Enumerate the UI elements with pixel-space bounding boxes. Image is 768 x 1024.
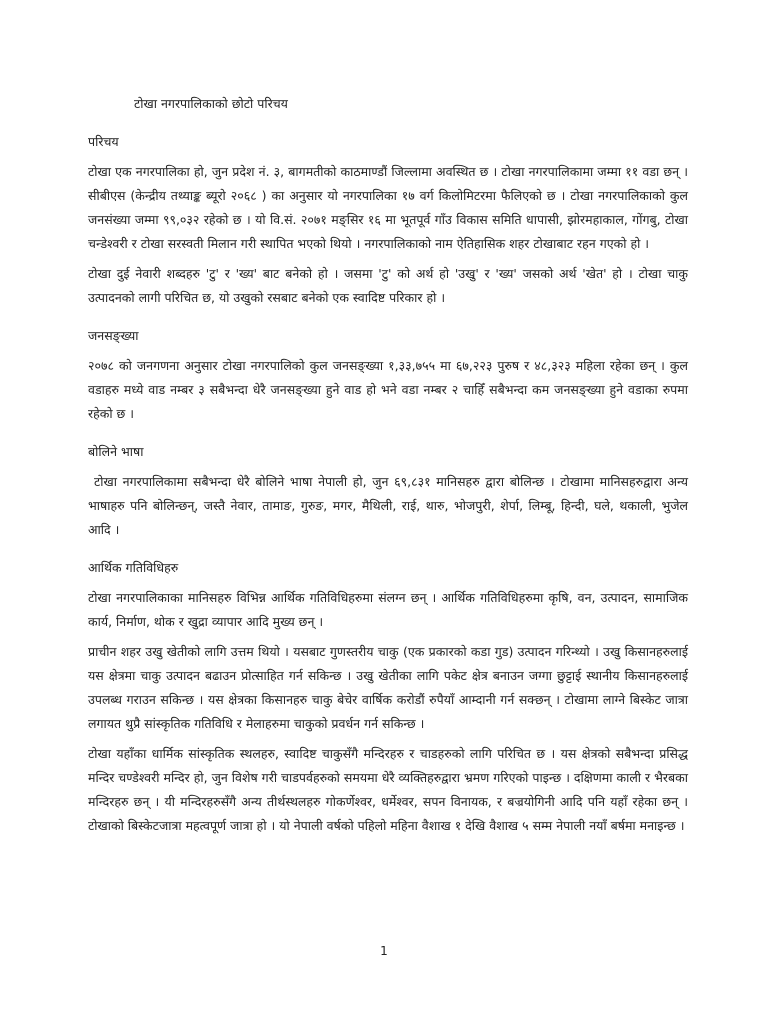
section-heading: परिचय bbox=[88, 134, 119, 149]
section-paragraph: २०७८ को जनगणना अनुसार टोखा नगरपालिको कुल जनसङ्ख्या १,३३,७५५ मा ६७,२२३ पुरुष र ४८,३२३ महिला रहेका छन् । कुल वडाहरु मध्ये वाड नम्बर ३ सबैभन्दा धेरै जनसङ्ख्या हुने वाड हो भने वडा नम्बर २ चाहिँ सबैभन्दा कम जनसङ्ख्या हुने वडाका रुपमा रहेको छ । bbox=[88, 358, 688, 421]
section-heading: बोलिने भाषा bbox=[88, 444, 144, 459]
document-body bbox=[88, 130, 688, 838]
section-paragraph: टोखा दुई नेवारी शब्दहरु 'टु' र 'ख्य' बाट बनेको हो । जसमा 'टु' को अर्थ हो 'उखु' र 'ख्य' जसको अर्थ 'खेत' हो । टोखा चाकु उत्पादनको लागी परिचित छ, यो उखुको रसबाट बनेको एक स्वादिष्ट परिकार हो । bbox=[88, 266, 688, 305]
section-heading: जनसङ्ख्या bbox=[88, 328, 139, 343]
section-heading: आर्थिक गतिविधिहरु bbox=[88, 560, 179, 575]
section-paragraph: प्राचीन शहर उखु खेतीको लागि उत्तम थियो । यसबाट गुणस्तरीय चाकु (एक प्रकारको कडा गुड) उत्पादन गरिन्थ्यो । उखु किसानहरुलाई यस क्षेत्रमा चाकु उत्पादन बढाउन प्रोत्साहित गर्न सकिन्छ । उखु खेतीका लागि पकेट क्षेत्र बनाउन जग्गा छुट्टाई स्थानीय किसानहरुलाई उपलब्ध गराउन सकिन्छ । यस क्षेत्रका किसानहरु चाकु बेचेर वार्षिक करोडौं रुपैयाँ आम्दानी गर्न सक्छन् । टोखामा लाग्ने बिस्केट जात्रा लगायत थुप्रै सांस्कृतिक गतिविधि र मेलाहरुमा चाकुको प्रवर्धन गर्न सकिन्छ । bbox=[88, 644, 688, 731]
page-number: 1 bbox=[380, 944, 388, 958]
section-paragraph: टोखा यहाँका धार्मिक सांस्कृतिक स्थलहरु, स्वादिष्ट चाकुसँगै मन्दिरहरु र चाडहरुको लागि परिचित छ । यस क्षेत्रको सबैभन्दा प्रसिद्ध मन्दिर चण्डेश्वरी मन्दिर हो, जुन विशेष गरी चाडपर्वहरुको समयमा धेरै व्यक्तिहरुद्वारा भ्रमण गरिएको पाइन्छ । दक्षिणमा काली र भैरबका मन्दिरहरु छन् । यी मन्दिरहरुसँगै अन्य तीर्थस्थलहरु गोकर्णेश्वर, धर्मेश्वर, सपन विनायक, र बज्रयोगिनी आदि पनि यहाँ रहेका छन् । टोखाको बिस्केटजात्रा महत्वपूर्ण जात्रा हो । यो नेपाली वर्षको पहिलो महिना वैशाख १ देखि वैशाख ५ सम्म नेपाली नयाँ बर्षमा मनाइन्छ । bbox=[88, 746, 688, 833]
document-title: टोखा नगरपालिकाको छोटो परिचय bbox=[134, 96, 288, 111]
section-paragraph: टोखा एक नगरपालिका हो, जुन प्रदेश नं. ३, बागमतीको काठमाण्डौं जिल्लामा अवस्थित छ । टोखा नगरपालिकामा जम्मा ११ वडा छन् । सीबीएस (केन्द्रीय तथ्याङ्क ब्यूरो २०६८ ) का अनुसार यो नगरपालिका १७ वर्ग किलोमिटरमा फैलिएको छ । टोखा नगरपालिकाको कुल जनसंख्या जम्मा ९९,०३२ रहेको छ । यो वि.सं. २०७१ मङ्सिर १६ मा भूतपूर्व गाँउ विकास समिति धापासी, झोरमहाकाल, गोंगबु, टोखा चन्डेश्वरी र टोखा सरस्वती मिलान गरी स्थापित भएको थियो । नगरपालिकाको नाम ऐतिहासिक शहर टोखाबाट रहन गएको हो । bbox=[88, 164, 688, 251]
section-paragraph: टोखा नगरपालिकाका मानिसहरु विभिन्न आर्थिक गतिविधिहरुमा संलग्न छन् । आर्थिक गतिविधिहरुमा कृषि, वन, उत्पादन, सामाजिक कार्य, निर्माण, थोक र खुद्रा व्यापार आदि मुख्य छन् । bbox=[88, 590, 688, 629]
section-paragraph: टोखा नगरपालिकामा सबैभन्दा धेरै बोलिने भाषा नेपाली हो, जुन ६९,८३१ मानिसहरु द्वारा बोलिन्छ । टोखामा मानिसहरुद्वारा अन्य भाषाहरु पनि बोलिन्छन्, जस्तै नेवार, तामाङ, गुरुङ, मगर, मैथिली, राई, थारु, भोजपुरी, शेर्पा, लिम्बू, हिन्दी, घले, थकाली, भुजेल आदि । bbox=[88, 474, 688, 537]
